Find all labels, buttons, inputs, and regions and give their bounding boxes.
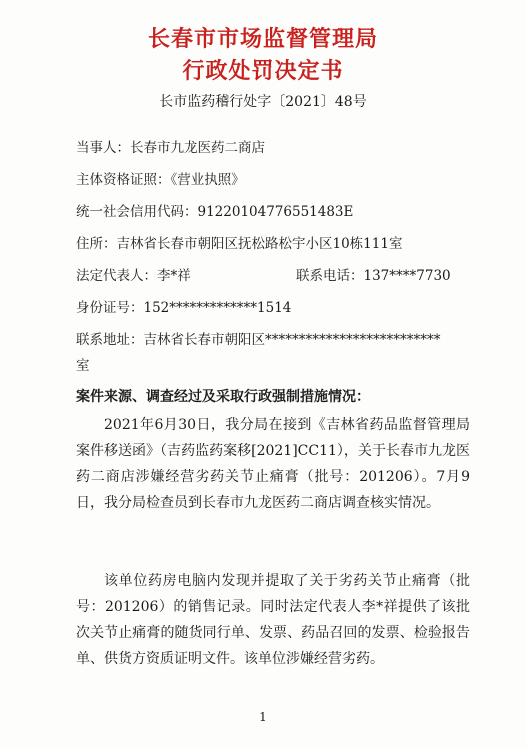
agency-title: 长春市市场监督管理局 <box>147 27 378 52</box>
credit-code: 统一社会信用代码：91220104776551483E <box>76 204 354 220</box>
phone-number: 联系电话：137****7730 <box>296 268 451 284</box>
document-number: 长市监药稽行处字〔2021〕48号 <box>159 94 367 110</box>
id-number: 身份证号：152*************1514 <box>76 300 292 316</box>
contact-address-continued: 室 <box>76 358 90 374</box>
page-number: 1 <box>259 710 267 724</box>
address: 住所：吉林省长春市朝阳区抚松路松宇小区10栋111室 <box>76 236 403 252</box>
contact-address: 联系地址：吉林省长春市朝阳区************************** <box>76 332 441 348</box>
qualification: 主体资格证照：《营业执照》 <box>76 172 245 188</box>
case-section-heading: 案件来源、调查经过及采取行政强制措施情况： <box>76 389 370 405</box>
case-paragraph-2: 该单位药房电脑内发现并提取了关于劣药关节止痛膏（批号：201206）的销售记录。同时法定代表人李*祥提供了该批次关节止痛膏的随货同行单、发票、药品召回的发票、检验报告单、供货方资质证明文件。该单位涉嫌经营劣药。 <box>76 573 470 667</box>
case-paragraph-1: 2021年6月30日，我分局在接到《吉林省药品监督管理局案件移送函》（吉药监药案移[2021]CC11），关于长春市九龙医药二商店涉嫌经营劣药关节止痛膏（批号：201206）。7月9日，我分局检查员到长春市九龙医药二商店调查核实情况。 <box>76 417 470 511</box>
legal-representative: 法定代表人：李*祥 <box>76 268 191 284</box>
document-title: 行政处罚决定书 <box>182 59 344 84</box>
party-name: 当事人：长春市九龙医药二商店 <box>76 140 265 156</box>
